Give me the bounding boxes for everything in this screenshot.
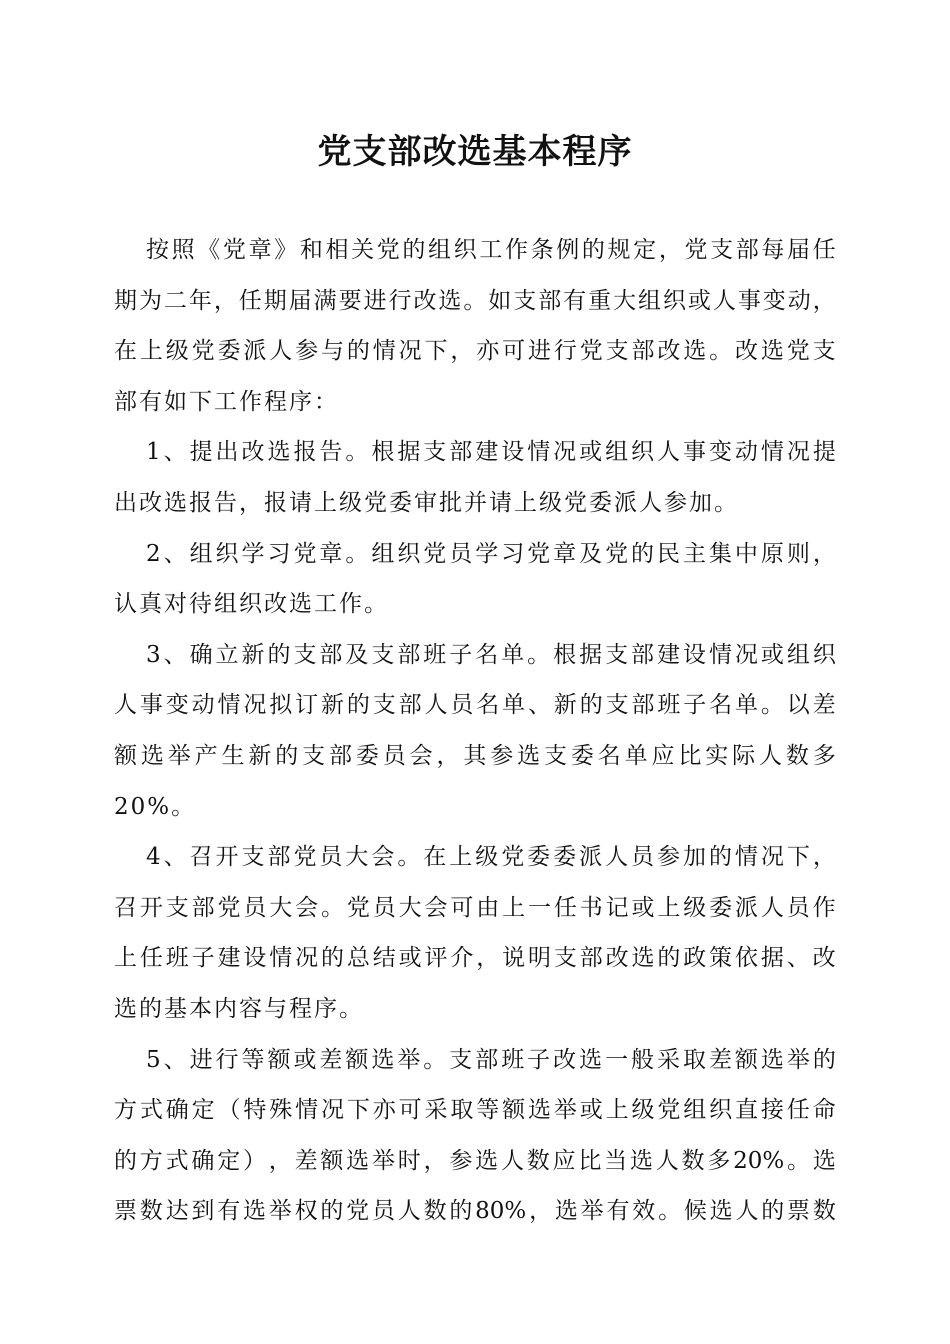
text-line: 选的基本内容与程序。: [114, 995, 364, 1022]
text-line: 认真对待组织改选工作。: [114, 591, 389, 618]
text-line: 在 上 级 党 委 派 人 参 与 的 情 况 下 ， 亦 可 进 行 党 支 部 改 选 。 改 选 党 支: [114, 338, 836, 365]
text-line: 方 式 确 定 （ 特 殊 情 况 下 亦 可 采 取 等 额 选 举 或 上 级 党 组 织 直 接 任 命: [114, 1097, 836, 1124]
text-line: 3 、 确 立 新 的 支 部 及 支 部 班 子 名 单 。 根 据 支 部 建 设 情 况 或 组 织: [146, 641, 836, 668]
text-line: 额 选 举 产 生 新 的 支 部 委 员 会 ， 其 参 选 支 委 名 单 应 比 实 际 人 数 多: [114, 742, 836, 769]
text-line: 1 、 提 出 改 选 报 告 。 根 据 支 部 建 设 情 况 或 组 织 人 事 变 动 情 况 提: [146, 439, 836, 466]
text-line: 5 、 进 行 等 额 或 差 额 选 举 。 支 部 班 子 改 选 一 般 采 取 差 额 选 举 的: [146, 1046, 836, 1073]
document-title: 党支部改选基本程序: [317, 132, 633, 172]
text-line: 票 数 达 到 有 选 举 权 的 党 员 人 数 的 80% ， 选 举 有 效 。 候 选 人 的 票 数: [114, 1198, 836, 1225]
text-line: 2 、 组 织 学 习 党 章 。 组 织 党 员 学 习 党 章 及 党 的 民 主 集 中 原 则 ，: [146, 540, 836, 567]
text-line: 20%。: [114, 793, 197, 820]
text-line: 部有如下工作程序：: [114, 388, 339, 415]
text-line: 按 照 《 党 章 》 和 相 关 党 的 组 织 工 作 条 例 的 规 定 ， 党 支 部 每 届 任: [146, 237, 836, 263]
text-line: 出改选报告，报请上级党委审批并请上级党委派人参加。: [114, 489, 739, 516]
text-line: 上 任 班 子 建 设 情 况 的 总 结 或 评 介 ， 说 明 支 部 改 选 的 政 策 依 据 、 改: [114, 945, 836, 972]
text-line: 的 方 式 确 定 ） ， 差 额 选 举 时 ， 参 选 人 数 应 比 当 选 人 数 多 20% 。 选: [114, 1147, 836, 1174]
document-body: [114, 232, 836, 1244]
text-line: 期 为 二 年 ， 任 期 届 满 要 进 行 改 选 。 如 支 部 有 重 大 组 织 或 人 事 变 动 ，: [114, 287, 836, 314]
text-line: 人 事 变 动 情 况 拟 订 新 的 支 部 人 员 名 单 、 新 的 支 部 班 子 名 单 。 以 差: [114, 692, 836, 719]
text-line: 4 、 召 开 支 部 党 员 大 会 。 在 上 级 党 委 委 派 人 员 参 加 的 情 况 下 ，: [146, 844, 836, 871]
text-line: 召 开 支 部 党 员 大 会 。 党 员 大 会 可 由 上 一 任 书 记 或 上 级 委 派 人 员 作: [114, 894, 836, 921]
